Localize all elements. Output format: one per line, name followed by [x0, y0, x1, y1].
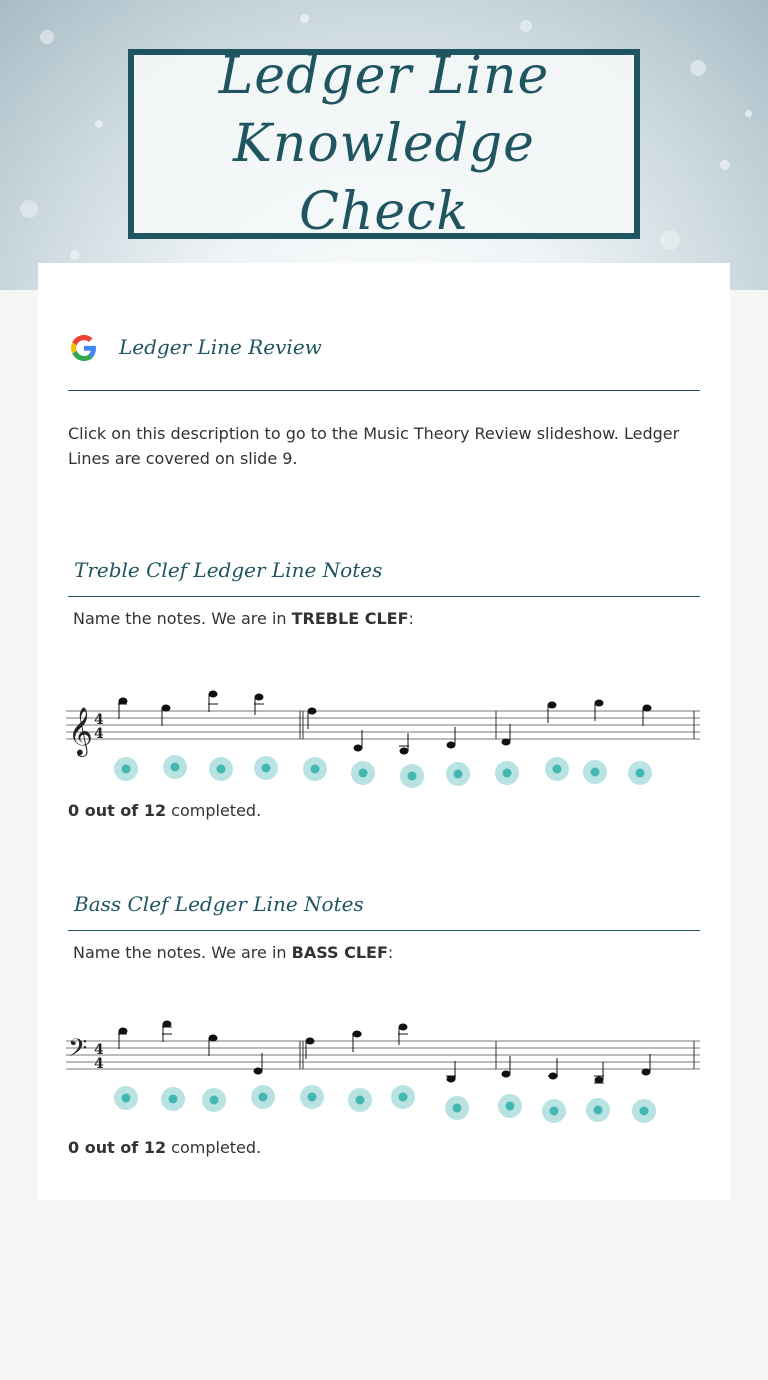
answer-hotspot[interactable] — [161, 1087, 185, 1111]
section-title-treble: Treble Clef Ledger Line Notes — [74, 558, 383, 582]
note — [254, 1053, 262, 1074]
answer-hotspot[interactable] — [445, 1096, 469, 1120]
answer-hotspot[interactable] — [400, 764, 424, 788]
note — [118, 1028, 127, 1049]
note — [118, 698, 127, 719]
answer-hotspot[interactable] — [628, 761, 652, 785]
progress-label: completed. — [166, 801, 262, 820]
answer-hotspot[interactable] — [300, 1085, 324, 1109]
answer-hotspot[interactable] — [545, 757, 569, 781]
answer-hotspot[interactable] — [348, 1088, 372, 1112]
snowflake-decoration — [70, 250, 80, 260]
header-banner — [0, 0, 768, 290]
treble-clef-icon: 𝄞 — [68, 706, 93, 755]
bass-clef-icon: 𝄢 — [68, 1034, 88, 1069]
prompt-text: Name the notes. We are in — [73, 943, 292, 962]
note — [502, 724, 510, 745]
snowflake-decoration — [745, 110, 752, 117]
answer-hotspot[interactable] — [498, 1094, 522, 1118]
answer-hotspot[interactable] — [303, 757, 327, 781]
time-signature-top: 4 — [94, 712, 104, 728]
progress-bass — [68, 1138, 261, 1157]
note — [254, 694, 264, 715]
section-divider — [68, 930, 700, 931]
time-signature-bottom: 4 — [94, 1056, 104, 1072]
note — [354, 730, 362, 751]
note — [548, 702, 556, 723]
note — [502, 1056, 510, 1077]
progress-treble — [68, 801, 261, 820]
answer-hotspot[interactable] — [586, 1098, 610, 1122]
answer-hotspot[interactable] — [254, 756, 278, 780]
answer-hotspot[interactable] — [542, 1099, 566, 1123]
prompt-treble — [73, 609, 414, 628]
prompt-text: Name the notes. We are in — [73, 609, 292, 628]
answer-hotspot[interactable] — [251, 1085, 275, 1109]
answer-hotspot[interactable] — [446, 762, 470, 786]
snowflake-decoration — [95, 120, 103, 128]
treble-staff — [66, 683, 706, 795]
staff-lines — [66, 1041, 700, 1069]
note — [398, 1024, 408, 1045]
prompt-suffix: : — [387, 943, 394, 962]
answer-hotspot[interactable] — [632, 1099, 656, 1123]
notes — [118, 1021, 650, 1083]
title-box — [128, 46, 640, 242]
snowflake-decoration — [300, 14, 309, 23]
note — [643, 705, 651, 726]
prompt-clef-name: TREBLE CLEF — [291, 609, 409, 628]
time-signature-bottom: 4 — [94, 726, 104, 742]
note — [399, 733, 409, 754]
google-doc-link[interactable] — [68, 333, 700, 391]
resource-title[interactable]: Ledger Line Review — [119, 335, 322, 359]
answer-hotspot[interactable] — [583, 760, 607, 784]
worksheet-card — [38, 263, 730, 1200]
answer-hotspot[interactable] — [495, 761, 519, 785]
progress-count: 0 out of 12 — [68, 801, 167, 820]
answer-hotspots — [114, 1085, 656, 1123]
prompt-suffix: : — [408, 609, 414, 628]
google-g-icon — [71, 335, 97, 361]
answer-hotspot[interactable] — [209, 757, 233, 781]
note — [208, 691, 218, 712]
note — [162, 705, 170, 726]
answer-hotspot[interactable] — [163, 755, 187, 779]
answer-hotspot[interactable] — [351, 761, 375, 785]
prompt-bass — [73, 943, 393, 962]
snowflake-decoration — [40, 30, 54, 44]
note — [209, 1035, 217, 1056]
note — [642, 1054, 650, 1075]
progress-label: completed. — [166, 1138, 262, 1157]
note — [162, 1021, 172, 1042]
snowflake-decoration — [690, 60, 706, 76]
answer-hotspot[interactable] — [114, 1086, 138, 1110]
prompt-clef-name: BASS CLEF — [291, 943, 388, 962]
section-divider — [68, 596, 700, 597]
answer-hotspot[interactable] — [202, 1088, 226, 1112]
note — [447, 727, 455, 748]
progress-count: 0 out of 12 — [68, 1138, 167, 1157]
note — [446, 1061, 456, 1082]
bass-staff — [66, 1013, 706, 1125]
answer-hotspot[interactable] — [391, 1085, 415, 1109]
snowflake-decoration — [20, 200, 38, 218]
resource-description[interactable]: Click on this description to go to the Music Theory Review slideshow. Ledger Lines are covered on slide 9. — [68, 424, 680, 468]
snowflake-decoration — [520, 20, 532, 32]
snowflake-decoration — [660, 230, 680, 250]
note — [594, 1062, 604, 1083]
page-title: Ledger Line Knowledge Check — [218, 46, 550, 242]
staff-lines — [66, 711, 700, 739]
snowflake-decoration — [720, 160, 730, 170]
notes — [118, 691, 651, 754]
time-signature-top: 4 — [94, 1042, 104, 1058]
section-title-bass: Bass Clef Ledger Line Notes — [74, 892, 364, 916]
answer-hotspot[interactable] — [114, 757, 138, 781]
answer-hotspots — [114, 755, 652, 788]
